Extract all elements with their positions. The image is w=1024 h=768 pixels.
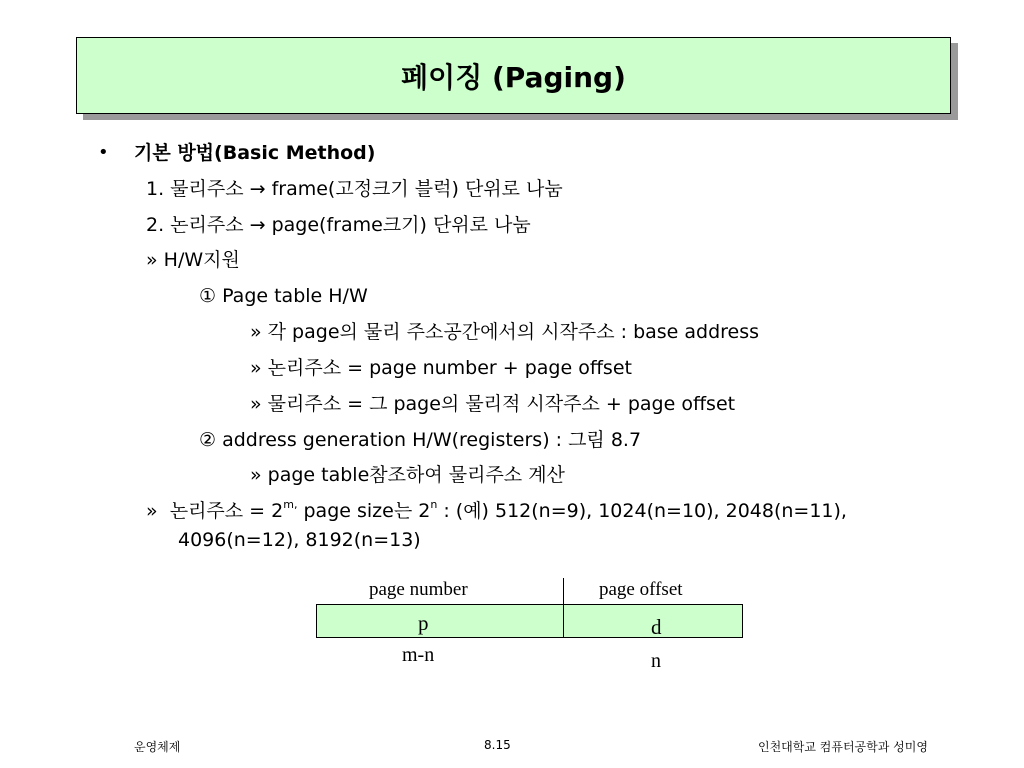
text-line: 1. 물리주소 → frame(고정크기 블럭) 단위로 나눔 bbox=[146, 178, 563, 200]
last-item-text-1: 논리주소 = 2 bbox=[169, 500, 284, 522]
last-item-marker: » bbox=[146, 500, 158, 522]
page-title: 페이징 (Paging) bbox=[401, 60, 626, 94]
last-item-line-2: 4096(n=12), 8192(n=13) bbox=[178, 529, 421, 551]
text-line: ② address generation H/W(registers) : 그림 8.7 bbox=[199, 429, 642, 451]
n-label: n bbox=[651, 650, 661, 672]
last-item-text-3: : (예) 512(n=9), 1024(n=10), 2048(n=11), bbox=[437, 500, 847, 522]
text-line: ① Page table H/W bbox=[199, 285, 368, 307]
d-field: d bbox=[651, 615, 662, 639]
m-n-label: m-n bbox=[402, 644, 435, 666]
text-line: » page table참조하여 물리주소 계산 bbox=[250, 464, 565, 486]
exponent-m: m, bbox=[283, 498, 298, 511]
address-box bbox=[316, 604, 743, 638]
exponent-n: n bbox=[430, 498, 438, 511]
title-box bbox=[76, 37, 951, 114]
last-item-text-2: page size는 2 bbox=[297, 500, 431, 522]
last-item-line bbox=[146, 499, 847, 523]
label-divider bbox=[563, 578, 564, 604]
footer-right: 인천대학교 컴퓨터공학과 성미영 bbox=[758, 740, 928, 754]
p-field: p bbox=[418, 611, 429, 635]
text-line: » H/W지원 bbox=[146, 249, 240, 271]
page-offset-label: page offset bbox=[599, 579, 683, 600]
text-line: 2. 논리주소 → page(frame크기) 단위로 나눔 bbox=[146, 214, 531, 236]
text-line: » 각 page의 물리 주소공간에서의 시작주소 : base address bbox=[250, 321, 760, 343]
footer-left: 운영체제 bbox=[134, 740, 181, 754]
text-line: » 논리주소 = page number + page offset bbox=[250, 357, 632, 379]
address-box-divider bbox=[563, 604, 564, 638]
section-heading: 기본 방법(Basic Method) bbox=[134, 142, 376, 164]
bullet-marker: • bbox=[98, 142, 109, 163]
footer-page-number: 8.15 bbox=[484, 738, 511, 752]
text-line: » 물리주소 = 그 page의 물리적 시작주소 + page offset bbox=[250, 393, 736, 415]
page-number-label: page number bbox=[369, 579, 468, 600]
